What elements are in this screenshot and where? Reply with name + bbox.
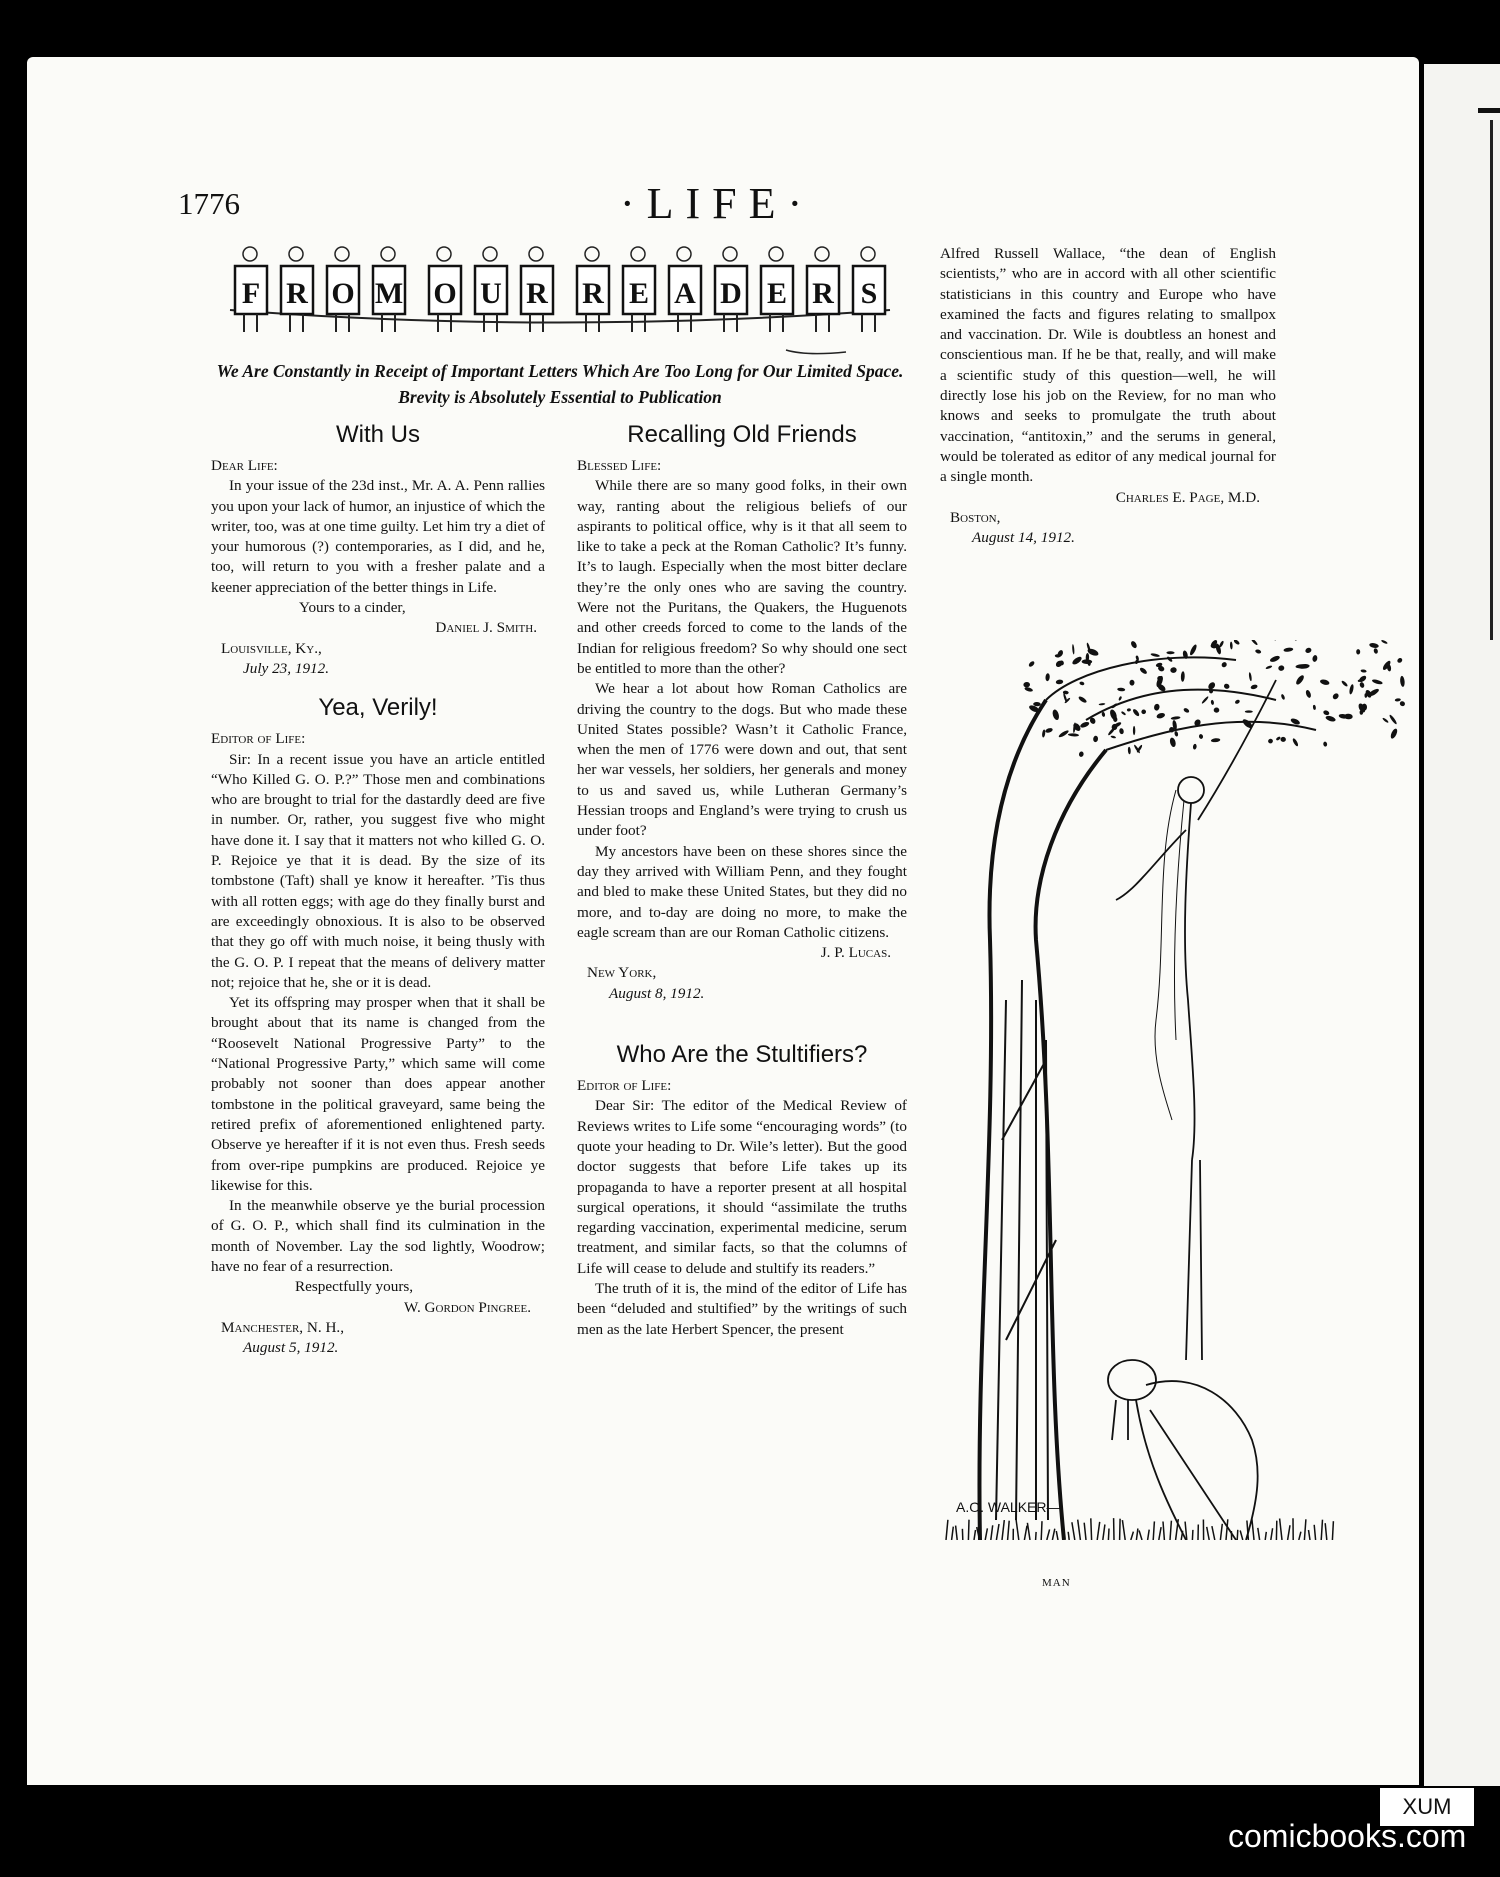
grass-blade [1052, 1529, 1054, 1540]
leaf [1319, 679, 1330, 686]
leaf [1381, 640, 1388, 644]
leaf [1389, 728, 1398, 740]
leaf [1128, 747, 1131, 755]
leaf [1153, 703, 1160, 711]
grass-blade [1325, 1523, 1327, 1540]
leaf [1269, 655, 1280, 663]
signature: W. Gordon Pingree. [404, 1298, 531, 1316]
grass-blade [1056, 1531, 1058, 1540]
leaf [1223, 683, 1230, 690]
grass-blade [1097, 1522, 1100, 1540]
leaf [1280, 737, 1286, 742]
leaf [1211, 738, 1221, 743]
leaf [1193, 744, 1197, 750]
leaf [1292, 738, 1299, 747]
banner-placard [327, 247, 359, 332]
leaf [1371, 679, 1383, 686]
leaf [1278, 665, 1285, 671]
grass-blade [1220, 1524, 1222, 1540]
grass-blade [1212, 1526, 1215, 1540]
banner-placard [429, 247, 461, 332]
leaf [1170, 667, 1177, 674]
leaf [1174, 731, 1179, 737]
leaf [1396, 657, 1403, 664]
banner-placard [577, 247, 609, 332]
grass-blade [1108, 1529, 1109, 1541]
adjacent-page-rule [1490, 120, 1493, 640]
leaf [1201, 696, 1209, 705]
grass-blade [1078, 1520, 1081, 1540]
banner-letter: E [766, 277, 788, 310]
leaf [1130, 640, 1138, 649]
grass-blade [1314, 1525, 1315, 1540]
leaf [1189, 644, 1198, 656]
leaf [1305, 689, 1312, 698]
banner-placard [669, 247, 701, 332]
leaf [1234, 699, 1240, 705]
grass-blade [1027, 1523, 1030, 1540]
grass-blade [1288, 1525, 1290, 1540]
date: August 8, 1912. [609, 984, 705, 1002]
illustration-man [936, 640, 1424, 1540]
date: July 23, 1912. [243, 659, 330, 677]
grass-blade [974, 1530, 976, 1540]
banner-letter: U [480, 277, 502, 310]
leaf [1359, 682, 1365, 689]
banner-letter: F [241, 277, 261, 310]
grass-blade [991, 1525, 993, 1540]
paragraph: The truth of it is, the mind of the editor of Life has been “deluded and stultified” by the writings of such men as the late Herbert Spencer, the present [577, 1279, 907, 1338]
grass-blade [1131, 1532, 1134, 1540]
grass-blade [956, 1526, 958, 1540]
leaf [1121, 711, 1126, 716]
leaf [1150, 653, 1160, 658]
banner-letter: M [374, 277, 404, 310]
grass-blade [1002, 1520, 1004, 1540]
leaf [1210, 700, 1214, 705]
paragraph: Sir: In a recent issue you have an article entitled “Who Killed G. O. P.?” Those men and combinations who are brought to trial for the dastardly deed are five in number. Or, rather, you suggest five who might have done it. I say that it matters not who killed G. O. P. Rejoice ye that it is dead. By the size of its tombstone (Taft) shall ye know it hereafter. ’Tis thus with all rotten eggs; with age do they finally burst and are exceedingly obnoxious. It is also to be observed that they go off with much noise, it being thusly with the G. O. P. I repeat that the means of delivery matter not; rejoice that he, she or it is dead. [211, 750, 545, 991]
leaf [1230, 642, 1233, 650]
leaf [1323, 710, 1330, 717]
leaf [1312, 655, 1318, 663]
grass-blade [1084, 1523, 1086, 1540]
leaf [1133, 726, 1135, 735]
grass-blade [1103, 1525, 1105, 1541]
leaf [1248, 672, 1252, 681]
grass-blade [968, 1520, 969, 1540]
grass-blade [1240, 1531, 1243, 1541]
grass-blade [1265, 1532, 1266, 1540]
grass-blade [952, 1527, 954, 1540]
closing: Yours to a cinder, [299, 599, 406, 617]
grass-blade [1041, 1521, 1042, 1540]
signature: Charles E. Page, M.D. [1115, 488, 1260, 506]
letter-title: Yea, Verily! [318, 694, 438, 722]
paragraph: My ancestors have been on these shores since the day they arrived with William Penn, and they fought and bled to make these United States, but they did no more, and to-day are doing no more, to make the eagle scream than are our Roman Catholic citizens. [577, 842, 907, 941]
page-number: 1776 [178, 186, 240, 221]
banner-letter: O [433, 277, 457, 310]
leaf [1107, 727, 1115, 736]
leaf [1099, 703, 1106, 706]
watermark-box-text: XUM [1402, 1794, 1452, 1819]
grass-blade [1120, 1519, 1121, 1540]
grass-blade [1258, 1528, 1260, 1540]
grass-blade [985, 1528, 987, 1540]
leaf [1093, 735, 1099, 742]
from-our-readers-banner [226, 240, 894, 360]
grass-blade [996, 1524, 999, 1540]
salutation: Blessed Life: [577, 457, 662, 474]
banner-letter: A [674, 277, 696, 310]
banner-placard [281, 247, 313, 332]
site-watermark: comicbooks.com [1228, 1818, 1467, 1854]
leaf [1033, 702, 1041, 707]
leaf [1341, 680, 1349, 687]
date: August 5, 1912. [243, 1339, 339, 1357]
banner-flourish [786, 350, 846, 354]
adjacent-page-mark [1478, 108, 1500, 113]
column-3 [940, 244, 1276, 548]
leaf [1358, 675, 1367, 684]
place: New York, [587, 964, 657, 982]
leaf [1118, 696, 1122, 701]
leaf [1127, 708, 1131, 712]
banner-placard [521, 247, 553, 332]
leaf [1139, 667, 1148, 675]
leaf [1045, 673, 1050, 681]
leaf [1382, 717, 1389, 723]
leaf [1042, 729, 1046, 737]
man-figure-icon [1108, 1360, 1258, 1540]
banner-placard [623, 247, 655, 332]
leaf [1265, 665, 1272, 670]
grass-blade [1016, 1518, 1019, 1540]
leaf [1245, 710, 1253, 712]
paragraph-continued: Alfred Russell Wallace, “the dean of English scientists,” who are in accord with all other scientific statisticians in this country and Europe who have examined the facts and figures relating to smallpox and vaccination. Dr. Wile is doubtless an honest and conscientious man. If he be that, really, and will make a scientific study of this question—well, he will directly lose his job on the Review, for no man who knows and seeks to promulgate the truth about vaccination, “antitoxin,” and the serums in general, would be tolerated as editor of any medical journal for a single month. [940, 245, 1276, 486]
leaf [1132, 708, 1140, 717]
leaf [1045, 727, 1054, 733]
leaf [1169, 737, 1177, 748]
leaf [1292, 640, 1297, 641]
leaf [1255, 649, 1262, 654]
banner-letter: R [812, 277, 834, 310]
grass [946, 1518, 1333, 1540]
paragraph: While there are so many good folks, in their own way, ranting about the religious beliefs of our aspirants to political office, why is it that all seem to like to take a peck at the Roman Catholic? It’s funny. It’s to laugh. Especially when the most bitter declare they’re the only ones who are saving the country. Were not the Puritans, the Quakers, the Huguenots and other creeds forced to come to the lands of the Indian for religious freedom? So why should one sect be entitled to more than the other? [577, 477, 907, 677]
column-2 [577, 420, 907, 1340]
leaf [1072, 644, 1075, 655]
tree-icon [979, 657, 1316, 1540]
grass-blade [1136, 1529, 1138, 1541]
paragraph: In the meanwhile observe ye the burial procession of G. O. P., which shall find its culmination in the month of November. Lay the sod lightly, Woodrow; have no fear of a resurrection. [211, 1197, 545, 1275]
leaf [1360, 669, 1366, 673]
leaf [1332, 692, 1340, 700]
letter-title: Recalling Old Friends [627, 421, 857, 448]
leaf [1023, 682, 1030, 688]
grass-blade [1304, 1519, 1306, 1540]
paragraph: Yet its offspring may prosper when that it shall be brought about that its name is changed from the “Roosevelt National Progressive Party” to the “National Progressive Party,” which same will come probably not sooner than does appear another tombstone in the political graveyard, same being the retired prefix of aforementioned enlightened party. Observe ye hereafter if it is not even thus. Fresh seeds from over-ripe pumpkins are produced. Rejoice ye likewise for this. [211, 994, 545, 1194]
banner-placard [235, 247, 267, 332]
date: August 14, 1912. [972, 529, 1075, 547]
leaf [1119, 728, 1125, 735]
banner-placard [475, 247, 507, 332]
column-1 [211, 420, 545, 1358]
grass-blade [1280, 1519, 1282, 1541]
grass-blade [1252, 1519, 1254, 1540]
leaf [1349, 684, 1355, 695]
banner-letter: D [720, 277, 742, 310]
grass-blade [1139, 1531, 1142, 1541]
leaf [1056, 679, 1064, 684]
banner-letter: E [628, 277, 650, 310]
paragraph: We hear a lot about how Roman Catholics are driving the country to the dogs. But who made these United States possible? Wasn’t it Catholic France, when the men of 1776 were down and out, that sent her war vessels, her soldiers, her generals and money to us and saved us, while Lutheran Germany’s Hessian troops and England’s were trying to crush us under foot? [577, 680, 907, 840]
intro-note: We Are Constantly in Receipt of Important Letters Which Are Too Long for Our Limited Space. Brevity is Absolutely Essential to Publication [216, 361, 904, 407]
leaf [1171, 716, 1181, 720]
leaf [1373, 648, 1378, 654]
place: Boston, [950, 508, 1001, 526]
leaf [1295, 674, 1306, 686]
leaf [1400, 676, 1406, 687]
banner-placard [853, 247, 885, 332]
grass-blade [1047, 1529, 1050, 1540]
grass-blade [1122, 1520, 1125, 1540]
leaf [1305, 647, 1313, 654]
leaf [1183, 707, 1190, 713]
leaf [1078, 695, 1088, 703]
salutation: Editor of Life: [577, 1077, 672, 1095]
leaf [1283, 647, 1293, 652]
grass-blade [1072, 1522, 1075, 1540]
place: Louisville, Ky., [221, 639, 322, 657]
grass-blade [1091, 1518, 1092, 1540]
leaf [1129, 680, 1134, 686]
leaf [1110, 735, 1116, 739]
woman-figure-icon [1116, 680, 1276, 1360]
leaf [1101, 712, 1105, 718]
banner-letter: R [582, 277, 604, 310]
leaf [1325, 715, 1336, 723]
leaf [1117, 687, 1125, 691]
grass-blade [1036, 1532, 1037, 1540]
leaf [1213, 707, 1219, 713]
grass-blade [1170, 1521, 1171, 1540]
banner-letter: R [286, 277, 308, 310]
leaf [1071, 655, 1083, 666]
leaf [1250, 640, 1258, 646]
grass-blade [1226, 1519, 1228, 1540]
leaf [1272, 640, 1277, 641]
leaf [1323, 741, 1328, 747]
leaf [1028, 660, 1036, 667]
leaf [1051, 709, 1060, 721]
leaf [1078, 751, 1084, 757]
leaf [1024, 686, 1033, 692]
place: Manchester, N. H., [221, 1318, 345, 1336]
grass-blade [1207, 1527, 1210, 1540]
leaf [1389, 714, 1398, 725]
grass-blade [1332, 1521, 1333, 1540]
adjacent-page-edge [1424, 64, 1500, 1786]
banner-letter: R [526, 277, 548, 310]
leaf [1181, 671, 1185, 682]
leaf [1166, 651, 1174, 654]
grass-blade [1024, 1526, 1027, 1540]
leaf [1082, 659, 1093, 664]
leaf [1369, 642, 1379, 648]
grass-blade [1299, 1532, 1301, 1540]
grass-blade [1237, 1530, 1238, 1540]
leaf [1399, 700, 1406, 707]
leaf [1276, 736, 1282, 741]
leaf [1356, 649, 1360, 654]
salutation: Editor of Life: [211, 730, 306, 748]
leaf [1156, 712, 1166, 719]
grass-blade [1068, 1532, 1069, 1540]
leaf [1198, 734, 1203, 740]
leaf [1280, 694, 1285, 701]
grass-blade [1008, 1521, 1010, 1540]
paragraph: Dear Sir: The editor of the Medical Review of Reviews writes to Life some “encouraging words” (to quote your heading to Dr. Wile’s letter). But the good doctor suggests that before Life takes up its propaganda to have a reporter present at all hospital surgical operations, it should “assimilate the truths regarding vaccination, experimental medicine, serum treatment, and similar facts, so that the columns of Life will cease to delude and stultify its readers.” [577, 1097, 907, 1277]
leaf [1068, 733, 1079, 737]
grass-blade [1163, 1522, 1164, 1541]
signature: Daniel J. Smith. [435, 619, 537, 637]
leaf [1063, 693, 1068, 703]
signature: J. P. Lucas. [820, 944, 891, 962]
grass-blade [1321, 1520, 1322, 1540]
artist-signature: A.O. WALKER— [956, 1499, 1061, 1515]
banner-placard [761, 247, 793, 332]
leaf [1221, 661, 1228, 668]
letter-title: With Us [336, 421, 420, 448]
grass-blade [1148, 1530, 1150, 1540]
grass-blade [1309, 1530, 1311, 1540]
grass-blade [1271, 1528, 1273, 1540]
leaf [1079, 681, 1085, 686]
banner-placard [807, 247, 839, 332]
leaf [1395, 698, 1401, 702]
banner-letter: S [860, 277, 878, 310]
grass-blade [1192, 1530, 1193, 1540]
leaf [1267, 738, 1273, 744]
grass-blade [946, 1520, 948, 1540]
illustration-caption: MAN [1042, 1577, 1071, 1589]
leaf [1141, 709, 1147, 715]
banner-letter: O [331, 277, 355, 310]
leaf [1058, 729, 1070, 738]
grass-blade [1159, 1527, 1161, 1540]
paragraph: In your issue of the 23d inst., Mr. A. A. Penn rallies you upon your lack of humor, an injustice of which the writer, too, was at one time guilty. Let him try a diet of your humorous (?) contemporaries, as I did, and he, too, will return to you with a fresher palate and a keener appreciation of the better things in Life. [211, 477, 545, 596]
leaf [1079, 721, 1090, 729]
leaf [1313, 705, 1317, 710]
letter-title: Who Are the Stultifiers? [616, 1041, 868, 1069]
leaf [1233, 640, 1240, 645]
masthead: ·LIFE· [620, 179, 815, 228]
banner-letters [235, 247, 885, 332]
leaf [1250, 684, 1258, 690]
closing: Respectfully yours, [295, 1278, 414, 1296]
salutation: Dear Life: [211, 457, 278, 474]
grass-blade [1153, 1521, 1154, 1540]
